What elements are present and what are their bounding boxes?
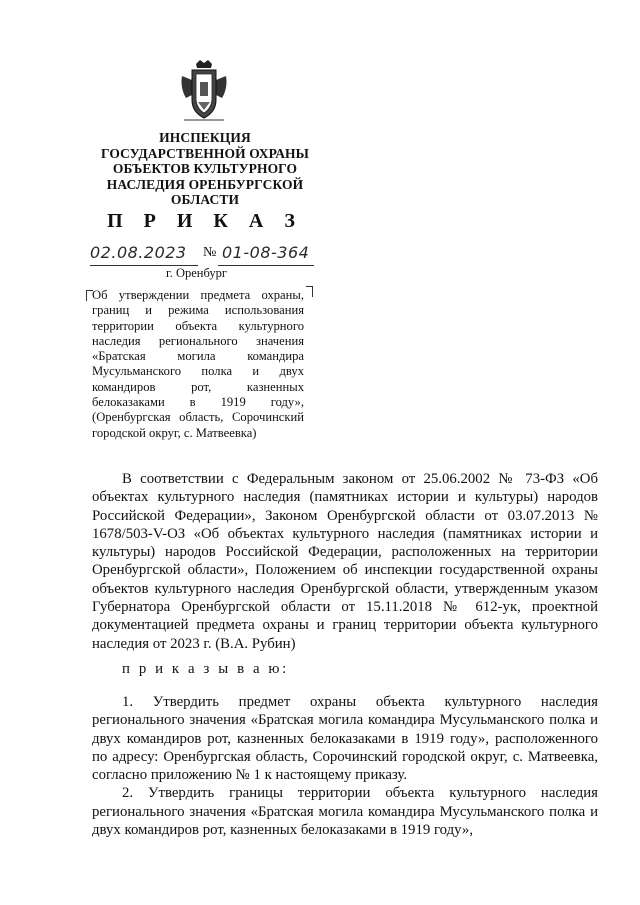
- header-line: ИНСПЕКЦИЯ: [159, 130, 251, 145]
- order-item: 1. Утвердить предмет охраны объекта культурного наследия регионального значения «Братская могила командира Мусульманского полка и двух командиров рот, казненных белоказаками в 1919 году», расположенного по адресу: Оренбургская область, Сорочинский городской округ, с. Матвеевка, согласно приложению № 1 к настоящему приказу.: [92, 694, 598, 784]
- order-item: 2. Утвердить границы территории объекта культурного наследия регионального значения «Братская могила командира Мусульманского полка и двух командиров рот, казненных белоказаками в 1919 году»,: [92, 785, 598, 839]
- coat-of-arms-icon: [178, 58, 230, 122]
- header-line: ОБЪЕКТОВ КУЛЬТУРНОГО: [112, 161, 298, 176]
- document-title: П Р И К А З: [107, 210, 303, 232]
- preamble: [92, 470, 598, 653]
- header-line: ГОСУДАРСТВЕННОЙ ОХРАНЫ: [100, 145, 310, 161]
- handwritten-date: 02.08.2023: [90, 243, 187, 262]
- handwritten-number: 01-08-364: [222, 243, 310, 262]
- number-underline: [218, 265, 314, 266]
- header-line: НАСЛЕДИЯ ОРЕНБУРГСКОЙ: [106, 176, 304, 192]
- subject-bracket-right: [306, 286, 313, 297]
- header-line: ОБЛАСТИ: [170, 192, 240, 207]
- order-subject: [92, 288, 304, 441]
- preamble-text: В соответствии с Федеральным законом от 25.06.2002 № 73-ФЗ «Об объектах культурного наследия (памятниках истории и культуры) народов Российской Федерации», Законом Оренбургской области от 03.07.2013 № 1678/503-V-ОЗ «Об объектах культурного наследия (памятниках истории и культуры) народов Российской Федерации, расположенных на территории Оренбургской области», Положением об инспекции государственной охраны объектов культурного наследия Оренбургской области, утвержденным указом Губернатора Оренбургской области от 15.11.2018 № 612-ук, проектной документацией предмета охраны и границ территории объекта культурного наследия от 2023 г. (В.А. Рубин): [92, 471, 598, 652]
- issuer-header: [80, 130, 330, 208]
- city-label: г. Оренбург: [166, 266, 227, 280]
- order-verb: п р и к а з ы в а ю:: [122, 661, 289, 677]
- order-items: [92, 693, 598, 839]
- number-sign: №: [203, 245, 217, 260]
- subject-text: Об утверждении предмета охраны, границ и режима использования территории объекта культурного наследия регионального значения «Братская могила командира Мусульманского полка и двух командиров рот, казненных белоказаками в 1919 году», (Оренбургская область, Сорочинский городской округ, с. Матвеевка): [92, 288, 304, 440]
